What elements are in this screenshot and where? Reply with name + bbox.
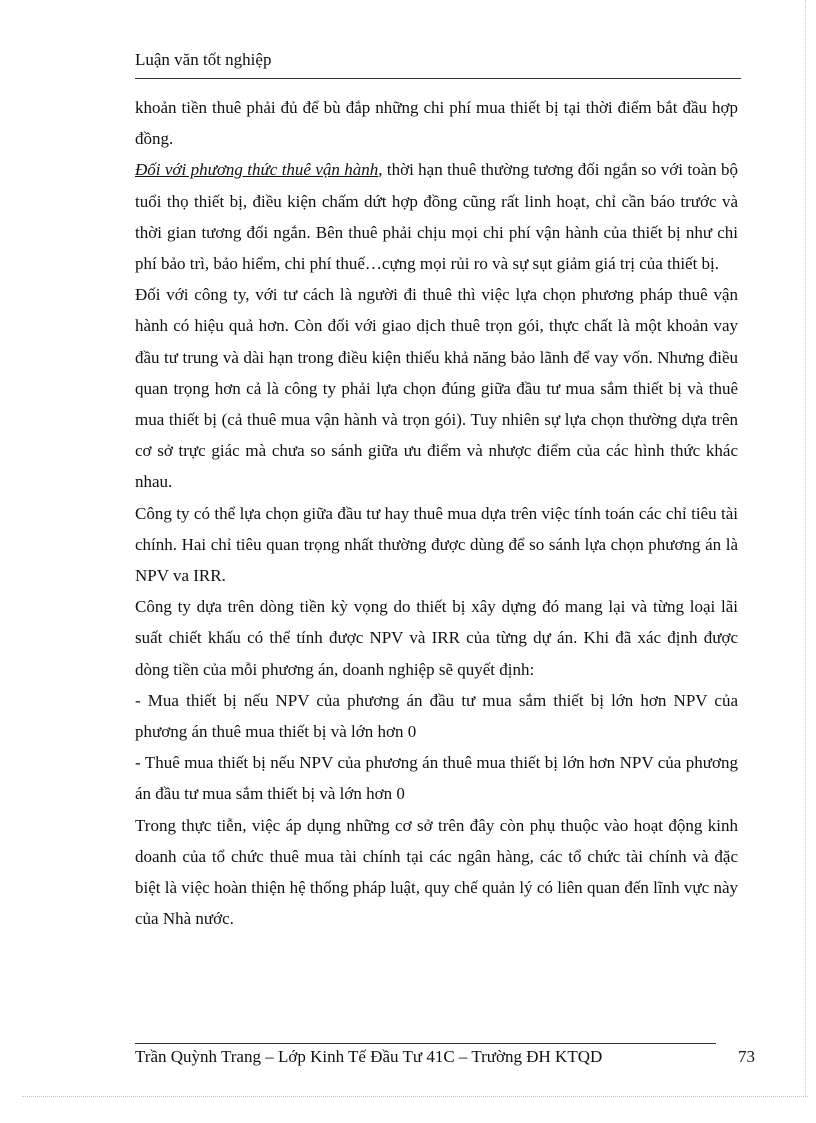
paragraph-5: Công ty dựa trên dòng tiền kỳ vọng do thiết bị xây dựng đó mang lại và từng loại lãi suất chiết khấu có thể tính được NPV và IRR của từng dự án. Khi đã xác định được dòng tiền của mỗi phương án, doanh nghiệp sẽ quyết định:: [135, 597, 738, 679]
emphasized-phrase: Đối với phương thức thuê vận hành: [135, 160, 379, 180]
paragraph-4: Công ty có thể lựa chọn giữa đầu tư hay thuê mua dựa trên việc tính toán các chỉ tiêu tài chính. Hai chỉ tiêu quan trọng nhất thường được dùng để so sánh lựa chọn phương án là NPV va IRR.: [135, 503, 738, 586]
document-body: [135, 92, 738, 934]
header-rule: [135, 78, 741, 79]
paragraph-2-text: , thời hạn thuê thường tương đối ngắn so với toàn bộ tuổi thọ thiết bị, điều kiện chấm dứt hợp đồng cũng rất linh hoạt, chỉ cần báo trước và thời gian tương đối ngắn. Bên thuê phải chịu mọi chi phí vận hành của thiết bị như chi phí bảo trì, bảo hiểm, chi phí thuế…cựng mọi rủi ro và sự sụt giảm giá trị của thiết bị.: [135, 160, 738, 274]
page-edge-right: [805, 0, 812, 1096]
page-edge-bottom: [22, 1096, 808, 1097]
running-header: Luận văn tốt nghiệp: [135, 50, 272, 69]
page-number: 73: [738, 1047, 755, 1066]
paragraph-8: Trong thực tiễn, việc áp dụng những cơ sở trên đây còn phụ thuộc vào hoạt động kinh doanh của tổ chức thuê mua tài chính tại các ngân hàng, các tổ chức tài chính và đặc biệt là việc hoàn thiện hệ thống pháp luật, quy chế quản lý có liên quan đến lĩnh vực này của Nhà nước.: [135, 815, 738, 929]
paragraph-3: Đối với công ty, với tư cách là người đi thuê thì việc lựa chọn phương pháp thuê vận hành có hiệu quả hơn. Còn đối với giao dịch thuê trọn gói, thực chất là một khoản vay đầu tư trung và dài hạn trong điều kiện thiếu khả năng bảo lãnh để vay vốn. Nhưng điều quan trọng hơn cả là công ty phải lựa chọn đúng giữa đầu tư mua sắm thiết bị và thuê mua thiết bị (cả thuê mua vận hành và trọn gói). Tuy nhiên sự lựa chọn thường dựa trên cơ sở trực giác mà chưa so sánh giữa ưu điểm và nhược điểm của các hình thức khác nhau.: [135, 285, 738, 492]
running-footer: Trần Quỳnh Trang – Lớp Kinh Tế Đầu Tư 41C – Trường ĐH KTQD: [135, 1047, 603, 1066]
paragraph-2: [135, 154, 738, 279]
list-item-buy: - Mua thiết bị nếu NPV của phương án đầu tư mua sắm thiết bị lớn hơn NPV của phương án thuê mua thiết bị và lớn hơn 0: [135, 690, 738, 742]
list-item-lease: - Thuê mua thiết bị nếu NPV của phương án thuê mua thiết bị lớn hơn NPV của phương án đầu tư mua sắm thiết bị và lớn hơn 0: [135, 753, 738, 804]
paragraph-1: khoản tiền thuê phải đủ để bù đắp những chi phí mua thiết bị tại thời điểm bắt đầu hợp đồng.: [135, 98, 738, 149]
